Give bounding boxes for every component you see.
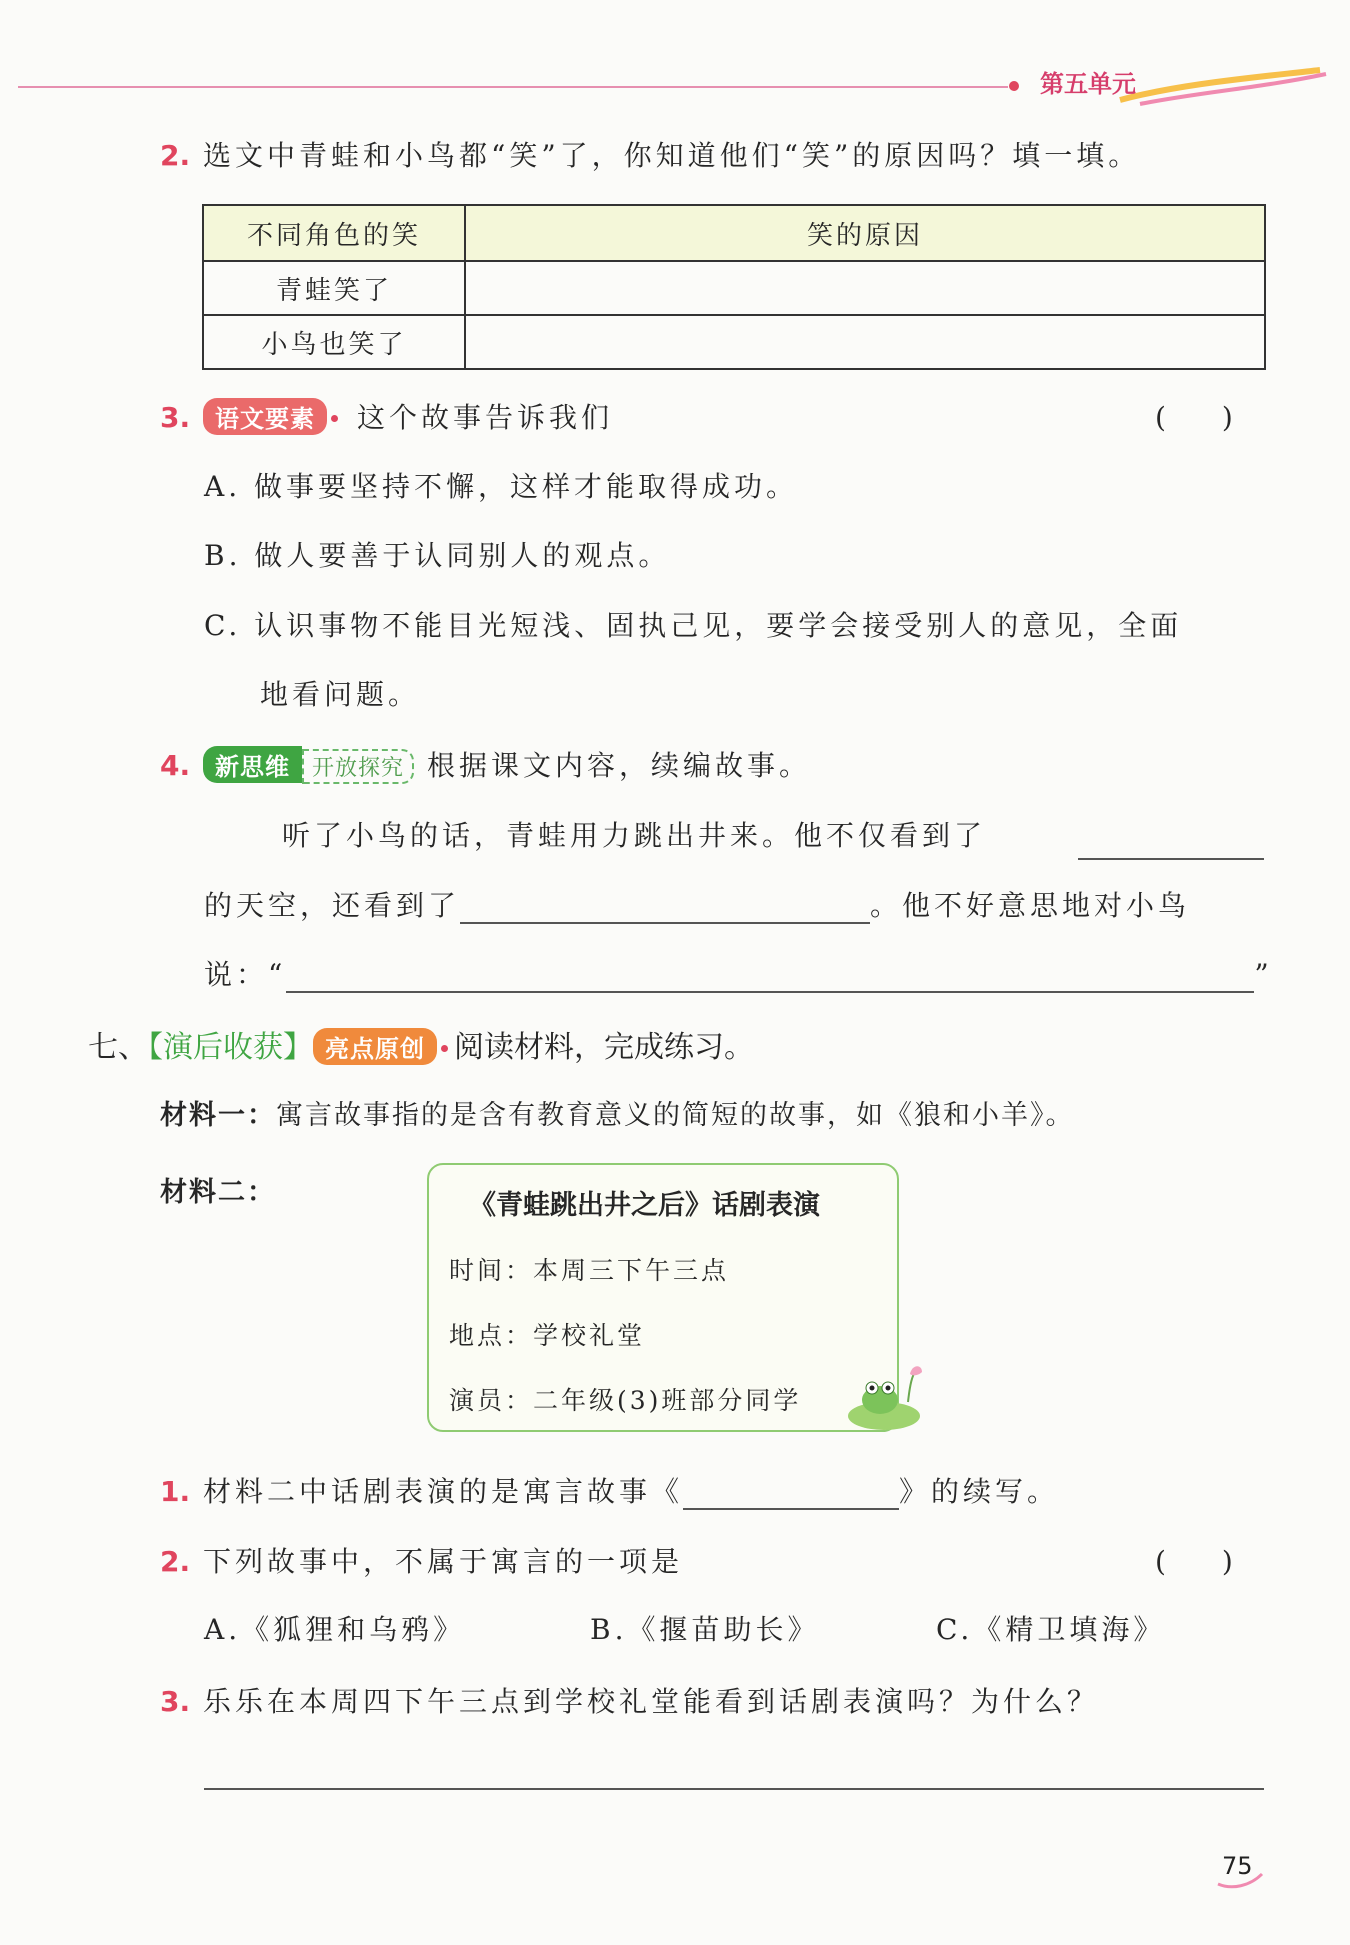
blank-saw[interactable] bbox=[460, 892, 870, 924]
poster-place: 地点：学校礼堂 bbox=[449, 1321, 646, 1350]
section-7-heading bbox=[88, 1022, 754, 1066]
section-tag: 【演后收获】 bbox=[148, 1030, 313, 1065]
s7-question-1 bbox=[160, 1470, 1059, 1510]
question-text: 根据课文内容，续编故事。 bbox=[426, 749, 811, 782]
question-number: 1. bbox=[160, 1475, 191, 1508]
option-c[interactable]: C.《精卫填海》 bbox=[936, 1613, 1166, 1646]
option-c[interactable]: C. 认识事物不能目光短浅、固执己见，要学会接受别人的意见，全面 bbox=[204, 609, 1183, 642]
story-text: 的天空，还看到了 bbox=[204, 889, 461, 922]
story-text: 听了小鸟的话，青蛙用力跳出井来。他不仅看到了 bbox=[282, 819, 987, 852]
header-rule bbox=[18, 86, 1008, 88]
story-text: 说：“ bbox=[204, 958, 287, 991]
table-cell-reason-answer[interactable] bbox=[465, 261, 1265, 315]
question-number: 2. bbox=[160, 1545, 191, 1578]
section-title: 阅读材料，完成练习。 bbox=[454, 1030, 754, 1065]
unit-title: 第五单元 bbox=[1040, 70, 1136, 98]
question-number: 2. bbox=[160, 139, 191, 172]
new-thinking-badge: 新思维 bbox=[203, 746, 302, 783]
question-text: 这个故事告诉我们 bbox=[356, 401, 613, 434]
story-text: ” bbox=[1254, 958, 1273, 991]
play-poster bbox=[427, 1163, 899, 1432]
material-1 bbox=[160, 1093, 1075, 1132]
badge-dot bbox=[331, 415, 338, 422]
question-text: 选文中青蛙和小鸟都“笑”了，你知道他们“笑”的原因吗？填一填。 bbox=[203, 139, 1141, 172]
frog-on-lily-pad-icon bbox=[846, 1362, 926, 1434]
story-line-3 bbox=[204, 953, 1273, 993]
table-header-reason: 笑的原因 bbox=[465, 205, 1265, 261]
language-element-badge: 语文要素 bbox=[203, 398, 327, 435]
s7-question-3 bbox=[160, 1680, 1099, 1720]
table-row bbox=[203, 315, 1265, 369]
poster-time: 时间：本周三下午三点 bbox=[449, 1256, 730, 1285]
question-3 bbox=[160, 396, 613, 436]
story-text: 。他不好意思地对小鸟 bbox=[870, 889, 1191, 922]
s7-question-2 bbox=[160, 1540, 683, 1580]
option-b[interactable]: B.《揠苗助长》 bbox=[590, 1613, 820, 1646]
material-label: 材料一： bbox=[160, 1100, 276, 1131]
question-4 bbox=[160, 744, 811, 784]
material-text: 寓言故事指的是含有教育意义的简短的故事，如《狼和小羊》。 bbox=[276, 1100, 1075, 1131]
question-text: 乐乐在本周四下午三点到学校礼堂能看到话剧表演吗？为什么？ bbox=[203, 1685, 1100, 1718]
page-number-swoosh bbox=[1216, 1870, 1264, 1890]
open-explore-badge: 开放探究 bbox=[302, 749, 414, 784]
blank-fable-name[interactable] bbox=[683, 1478, 899, 1510]
table-row bbox=[203, 261, 1265, 315]
poster-title: 《青蛙跳出井之后》话剧表演 bbox=[469, 1190, 820, 1221]
table-header-role: 不同角色的笑 bbox=[203, 205, 465, 261]
story-line-2 bbox=[204, 884, 1190, 924]
question-text: 下列故事中，不属于寓言的一项是 bbox=[203, 1545, 684, 1578]
option-a[interactable]: A. 做事要坚持不懈，这样才能取得成功。 bbox=[204, 470, 799, 503]
question-number: 3. bbox=[160, 401, 191, 434]
reason-table bbox=[202, 204, 1266, 370]
table-cell-role: 小鸟也笑了 bbox=[203, 315, 465, 369]
badge-dot bbox=[441, 1045, 448, 1052]
question-number: 4. bbox=[160, 749, 191, 782]
story-line-1 bbox=[282, 814, 986, 854]
highlight-original-badge: 亮点原创 bbox=[313, 1028, 437, 1065]
blank-sky[interactable] bbox=[1078, 828, 1264, 860]
poster-actors: 演员：二年级(3)班部分同学 bbox=[449, 1386, 802, 1415]
answer-line[interactable] bbox=[204, 1788, 1264, 1790]
answer-paren[interactable]: ( ) bbox=[1155, 401, 1233, 434]
table-cell-role: 青蛙笑了 bbox=[203, 261, 465, 315]
material-2-label: 材料二： bbox=[160, 1177, 276, 1208]
question-text: 》的续写。 bbox=[899, 1475, 1060, 1508]
blank-speech[interactable] bbox=[286, 961, 1254, 993]
section-number: 七、 bbox=[88, 1030, 148, 1065]
question-2 bbox=[160, 134, 1140, 174]
question-number: 3. bbox=[160, 1685, 191, 1718]
page-number: 75 bbox=[1222, 1852, 1253, 1880]
option-a[interactable]: A.《狐狸和乌鸦》 bbox=[204, 1613, 466, 1646]
option-b[interactable]: B. 做人要善于认同别人的观点。 bbox=[204, 539, 671, 572]
question-text: 材料二中话剧表演的是寓言故事《 bbox=[203, 1475, 684, 1508]
table-cell-reason-answer[interactable] bbox=[465, 315, 1265, 369]
answer-paren[interactable]: ( ) bbox=[1155, 1545, 1233, 1578]
option-c-continued: 地看问题。 bbox=[260, 678, 421, 711]
